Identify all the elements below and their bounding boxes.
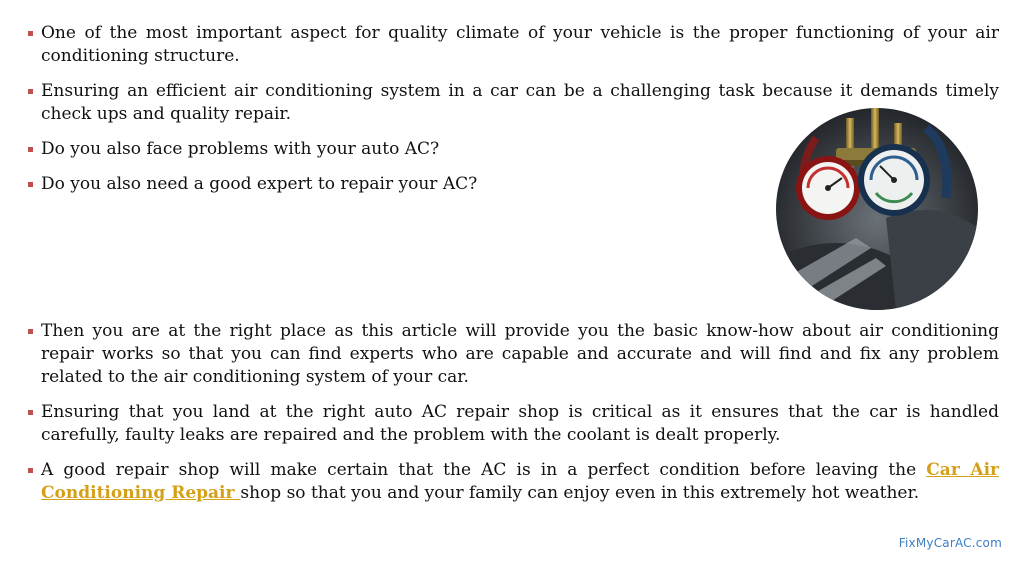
bullet-square-icon — [28, 182, 33, 187]
brand-watermark: FixMyCarAC.com — [898, 536, 1002, 550]
bullet-text-before-link: A good repair shop will make certain that the AC is in a perfect condition before leaving the — [41, 460, 927, 480]
bullet-square-icon — [28, 468, 33, 473]
bullet-item — [28, 138, 761, 161]
bullet-text: Do you also need a good expert to repair your AC? — [41, 174, 478, 194]
bullet-text: Then you are at the right place as this article will provide you the basic know-how about air conditioning repair works so that you can find experts who are capable and accurate and will find and fix any problem related to the air conditioning system of your car. — [41, 321, 999, 387]
bullet-square-icon — [28, 89, 33, 94]
bullet-item — [28, 459, 999, 505]
bullet-square-icon — [28, 147, 33, 152]
bullet-square-icon — [28, 329, 33, 334]
bullet-item — [28, 320, 999, 389]
bullet-square-icon — [28, 31, 33, 36]
bullet-text: Ensuring that you land at the right auto AC repair shop is critical as it ensures that the car is handled carefully, faulty leaks are repaired and the problem with the coolant is dealt properly. — [41, 402, 999, 445]
bullet-text: Do you also face problems with your auto AC? — [41, 139, 440, 159]
bullet-text: Ensuring an efficient air conditioning system in a car can be a challenging task because it demands timely check ups and quality repair. — [41, 81, 999, 124]
ac-pressure-gauges-icon — [776, 108, 978, 310]
car-ac-repair-link[interactable]: Car Air Conditioning Repair — [41, 460, 1000, 503]
bullet-text-after-link: shop so that you and your family can enjoy even in this extremely hot weather. — [240, 483, 920, 503]
bottom-bullet-list — [28, 320, 999, 517]
ac-gauges-photo — [776, 108, 978, 310]
bullet-item — [28, 173, 761, 196]
bullet-item — [28, 401, 999, 447]
bullet-item — [28, 22, 999, 68]
bullet-text: One of the most important aspect for quality climate of your vehicle is the proper functioning of your air conditioning structure. — [41, 23, 999, 66]
bullet-square-icon — [28, 410, 33, 415]
